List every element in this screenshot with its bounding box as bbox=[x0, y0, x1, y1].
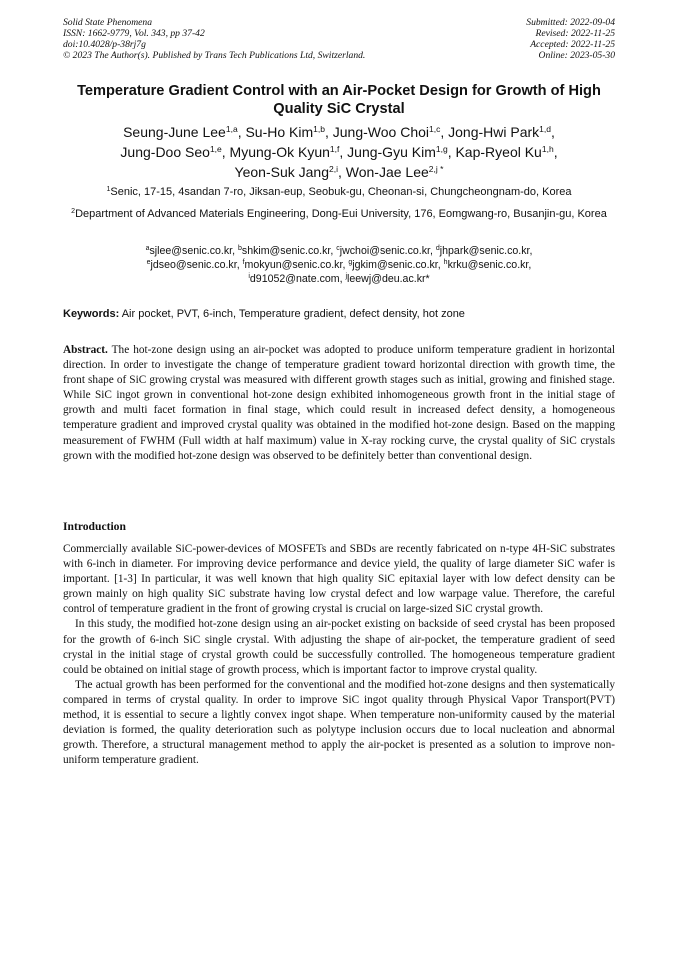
email-link[interactable]: $^h$krku@senic.co.kr bbox=[443, 259, 529, 271]
affiliation: $^2$Department of Advanced Materials Engineering, Dong-Eui University, 176, Eomgwang-ro, Busanjin-gu, Korea bbox=[71, 208, 607, 220]
email-link[interactable]: $^c$jwchoi@senic.co.kr bbox=[336, 245, 430, 257]
author-emails: $^a$sjlee@senic.co.kr, $^b$shkim@senic.co.kr, $^c$jwchoi@senic.co.kr, $^d$jhpark@senic.co.kr, $^e$jdseo@senic.co.kr, $^f$mokyun@senic.co.kr, $^g$jgkim@senic.co.kr, $^h$krku@senic.co.kr, $^i$d91052@nate.com, $^j$leewj@deu.ac.kr* bbox=[145, 245, 533, 285]
date-submitted: Submitted: 2022-09-04 bbox=[526, 17, 615, 28]
author: Seung-June Lee$^{1,a}$ bbox=[123, 124, 238, 140]
journal-info bbox=[63, 17, 365, 61]
abstract-label: Abstract. bbox=[63, 344, 108, 356]
keywords bbox=[63, 307, 615, 321]
affiliation: $^1$Senic, 17-15, 4sandan 7-ro, Jiksan-eup, Seobuk-gu, Cheonan-si, Chungcheongnam-do, Korea bbox=[106, 186, 572, 198]
email-link[interactable]: $^b$shkim@senic.co.kr bbox=[237, 245, 331, 257]
email-link[interactable]: $^i$d91052@nate.com bbox=[248, 273, 340, 285]
paragraph: The actual growth has been performed for the conventional and the modified hot-zone designs and then systematically compared in terms of crystal quality. In order to improve SiC ingot quality through Physical Vapor Transport(PVT) method, it is essential to secure a lightly convex ingot shape. When temperature non-uniformity caused by the material deviation is formed, the quality deterioration such as polytype inclusion occurs due to local nucleation and abnormal growth. Therefore, a structural management method to apply the air-pocket is presented as a solution to improve non-uniform temperature gradient. bbox=[63, 678, 615, 767]
abstract-text: The hot-zone design using an air-pocket was adopted to produce uniform temperature gradient in horizontal direction. In order to investigate the change of temperature gradient toward horizontal direction with growth time, the front shape of SiC growing crystal was measured with different growth stages such as initial, growing and finished stage. While SiC ingot grown in conventional hot-zone design exhibited inhomogeneous growth front in the initial stage of growth and multi facet formation in final stage, which could result in increased defect density, a homogeneous temperature gradient and improved crystal quality was obtained in the modified hot-zone design. Based on the mapping measurement of FWHM (Full width at half maximum) value in X-ray rocking curve, the crystal quality of SiC crystals grown with the modified hot-zone design was observed to be definitely better than conventional design. bbox=[63, 344, 616, 462]
author: Yeon-Suk Jang$^{2,i}$ bbox=[234, 164, 338, 180]
publication-dates bbox=[526, 17, 615, 61]
date-online: Online: 2023-05-30 bbox=[538, 50, 615, 61]
author: Su-Ho Kim$^{1,b}$ bbox=[245, 124, 325, 140]
author: Myung-Ok Kyun$^{1,f}$ bbox=[229, 144, 340, 160]
author: Kap-Ryeol Ku$^{1,h}$ bbox=[455, 144, 554, 160]
email-link[interactable]: $^e$jdseo@senic.co.kr bbox=[146, 259, 237, 271]
author: Jung-Doo Seo$^{1,e}$ bbox=[120, 144, 222, 160]
email-link[interactable]: $^d$jhpark@senic.co.kr bbox=[435, 245, 530, 257]
author: Jung-Gyu Kim$^{1,g}$ bbox=[347, 144, 448, 160]
issn-volume: ISSN: 1662-9779, Vol. 343, pp 37-42 bbox=[63, 28, 205, 39]
paragraph: In this study, the modified hot-zone design using an air-pocket existing on backside of seed crystal has been proposed for the growth of 6-inch SiC single crystal. With adjusting the shape of air-pocket, the temperature gradient of seed crystal in the initial stage of crystal growth could be successfully controlled. The homogeneous temperature gradient could be obtained on initial stage of growth process, which is important factor to improve crystal quality. bbox=[63, 618, 615, 676]
author: Jong-Hwi Park$^{1,d}$ bbox=[448, 124, 551, 140]
date-accepted: Accepted: 2022-11-25 bbox=[530, 39, 615, 50]
section-heading-introduction: Introduction bbox=[63, 520, 126, 533]
keywords-label: Keywords: bbox=[63, 308, 120, 320]
abstract bbox=[63, 343, 615, 464]
email-link[interactable]: $^f$mokyun@senic.co.kr bbox=[242, 259, 343, 271]
introduction-body bbox=[63, 542, 615, 768]
paragraph: Commercially available SiC-power-devices of MOSFETs and SBDs are recently fabricated on n-type 4H-SiC substrates with 6-inch in diameter. For improving device performance and device yield, the quality of large diameter SiC wafer is important. [1-3] In particular, it was well known that high quality SiC epitaxial layer with low defect density can be grown mainly on high quality SiC substrate having low crystal defect and low warpage value. Therefore, the careful control of temperature gradient in the front of growing crystal is crucial on large-sized SiC crystal growth. bbox=[63, 543, 615, 616]
journal-name: Solid State Phenomena bbox=[63, 17, 152, 28]
copyright: © 2023 The Author(s). Published by Trans Tech Publications Ltd, Switzerland. bbox=[63, 50, 366, 61]
email-link[interactable]: $^g$jgkim@senic.co.kr bbox=[348, 259, 438, 271]
keywords-text: Air pocket, PVT, 6-inch, Temperature gradient, defect density, hot zone bbox=[121, 308, 465, 320]
doi: doi:10.4028/p-38rj7g bbox=[63, 39, 146, 50]
author-list: Seung-June Lee$^{1,a}$, Su-Ho Kim$^{1,b}$, Jung-Woo Choi$^{1,c}$, Jong-Hwi Park$^{1,d}$, Jung-Doo Seo$^{1,e}$, Myung-Ok Kyun$^{1,f}$, Jung-Gyu Kim$^{1,g}$, Kap-Ryeol Ku$^{1,h}$, Yeon-Suk Jang$^{2,i}$, Won-Jae Lee$^{2,j *}$ bbox=[120, 124, 558, 180]
email-link[interactable]: $^a$sjlee@senic.co.kr bbox=[145, 245, 233, 257]
author: Won-Jae Lee$^{2,j *}$ bbox=[345, 164, 444, 180]
paper-title: Temperature Gradient Control with an Air-Pocket Design for Growth of High Quality SiC Crystal bbox=[77, 83, 601, 117]
date-revised: Revised: 2022-11-25 bbox=[535, 28, 615, 39]
author: Jung-Woo Choi$^{1,c}$ bbox=[332, 124, 441, 140]
email-link[interactable]: $^j$leewj@deu.ac.kr* bbox=[345, 273, 430, 285]
